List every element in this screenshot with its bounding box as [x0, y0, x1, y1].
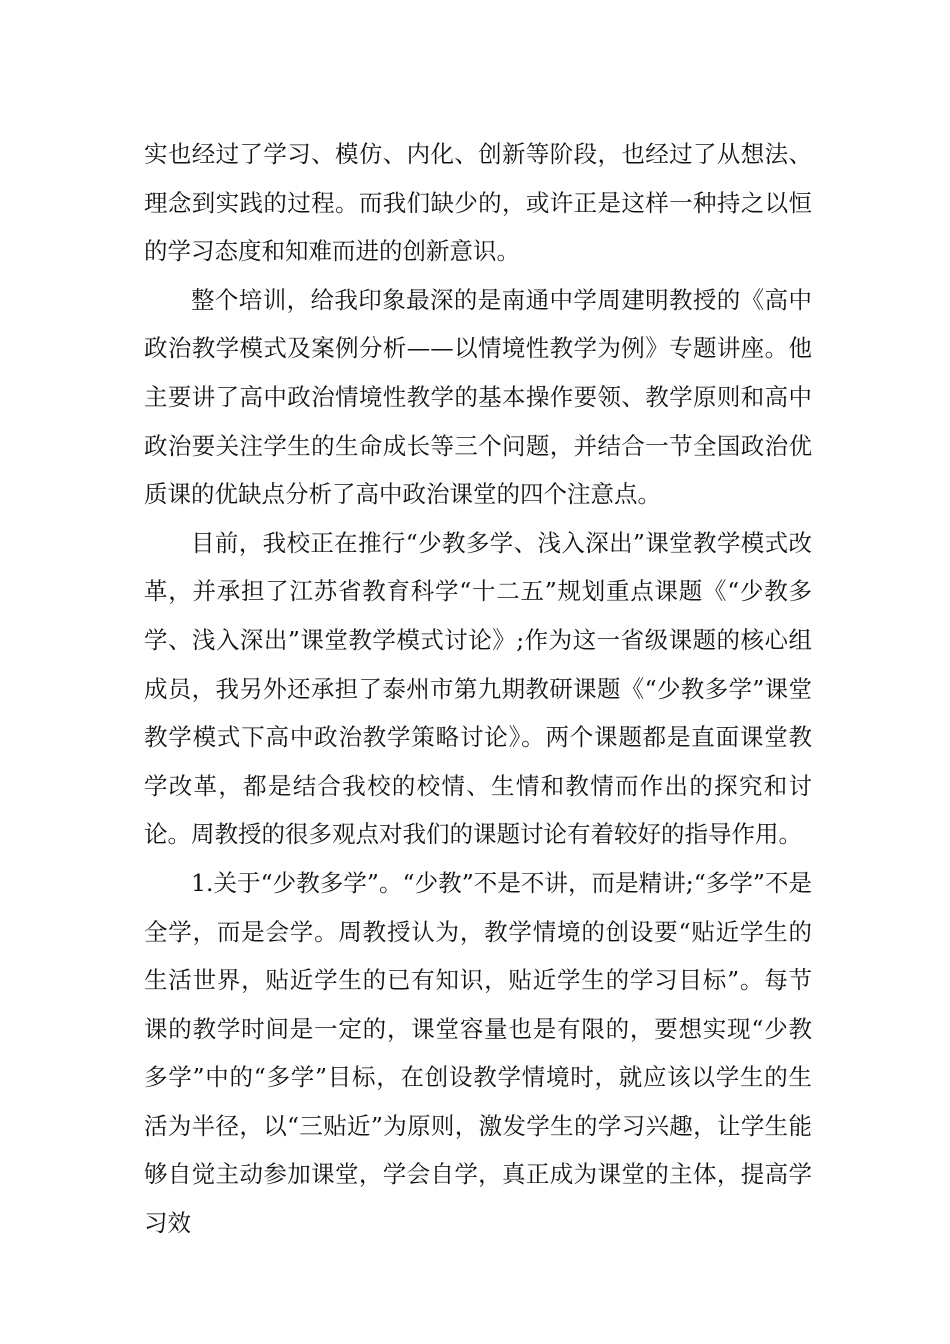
document-body: [144, 130, 812, 1248]
paragraph-4: 1.关于“少教多学”。“少教”不是不讲，而是精讲;“多学”不是全学，而是会学。周教授认为，教学情境的创设要“贴近学生的生活世界，贴近学生的已有知识，贴近学生的学习目标”。每节课的教学时间是一定的，课堂容量也是有限的，要想实现“少教多学”中的“多学”目标，在创设教学情境时，就应该以学生的生活为半径，以“三贴近”为原则，激发学生的学习兴趣，让学生能够自觉主动参加课堂，学会自学，真正成为课堂的主体，提高学习效: [144, 868, 812, 1238]
paragraph-1: 实也经过了学习、模仿、内化、创新等阶段，也经过了从想法、理念到实践的过程。而我们缺少的，或许正是这样一种持之以恒的学习态度和知难而进的创新意识。: [144, 140, 812, 266]
paragraph-2: 整个培训，给我印象最深的是南通中学周建明教授的《高中政治教学模式及案例分析——以情境性教学为例》专题讲座。他主要讲了高中政治情境性教学的基本操作要领、教学原则和高中政治要关注学生的生命成长等三个问题，并结合一节全国政治优质课的优缺点分析了高中政治课堂的四个注意点。: [144, 285, 812, 509]
paragraph-3: 目前，我校正在推行“少教多学、浅入深出”课堂教学模式改革，并承担了江苏省教育科学“十二五”规划重点课题《“少教多学、浅入深出”课堂教学模式讨论》;作为这一省级课题的核心组成员，我另外还承担了泰州市第九期教研课题《“少教多学”课堂教学模式下高中政治教学策略讨论》。两个课题都是直面课堂教学改革，都是结合我校的校情、生情和教情而作出的探究和讨论。周教授的很多观点对我们的课题讨论有着较好的指导作用。: [144, 528, 812, 849]
